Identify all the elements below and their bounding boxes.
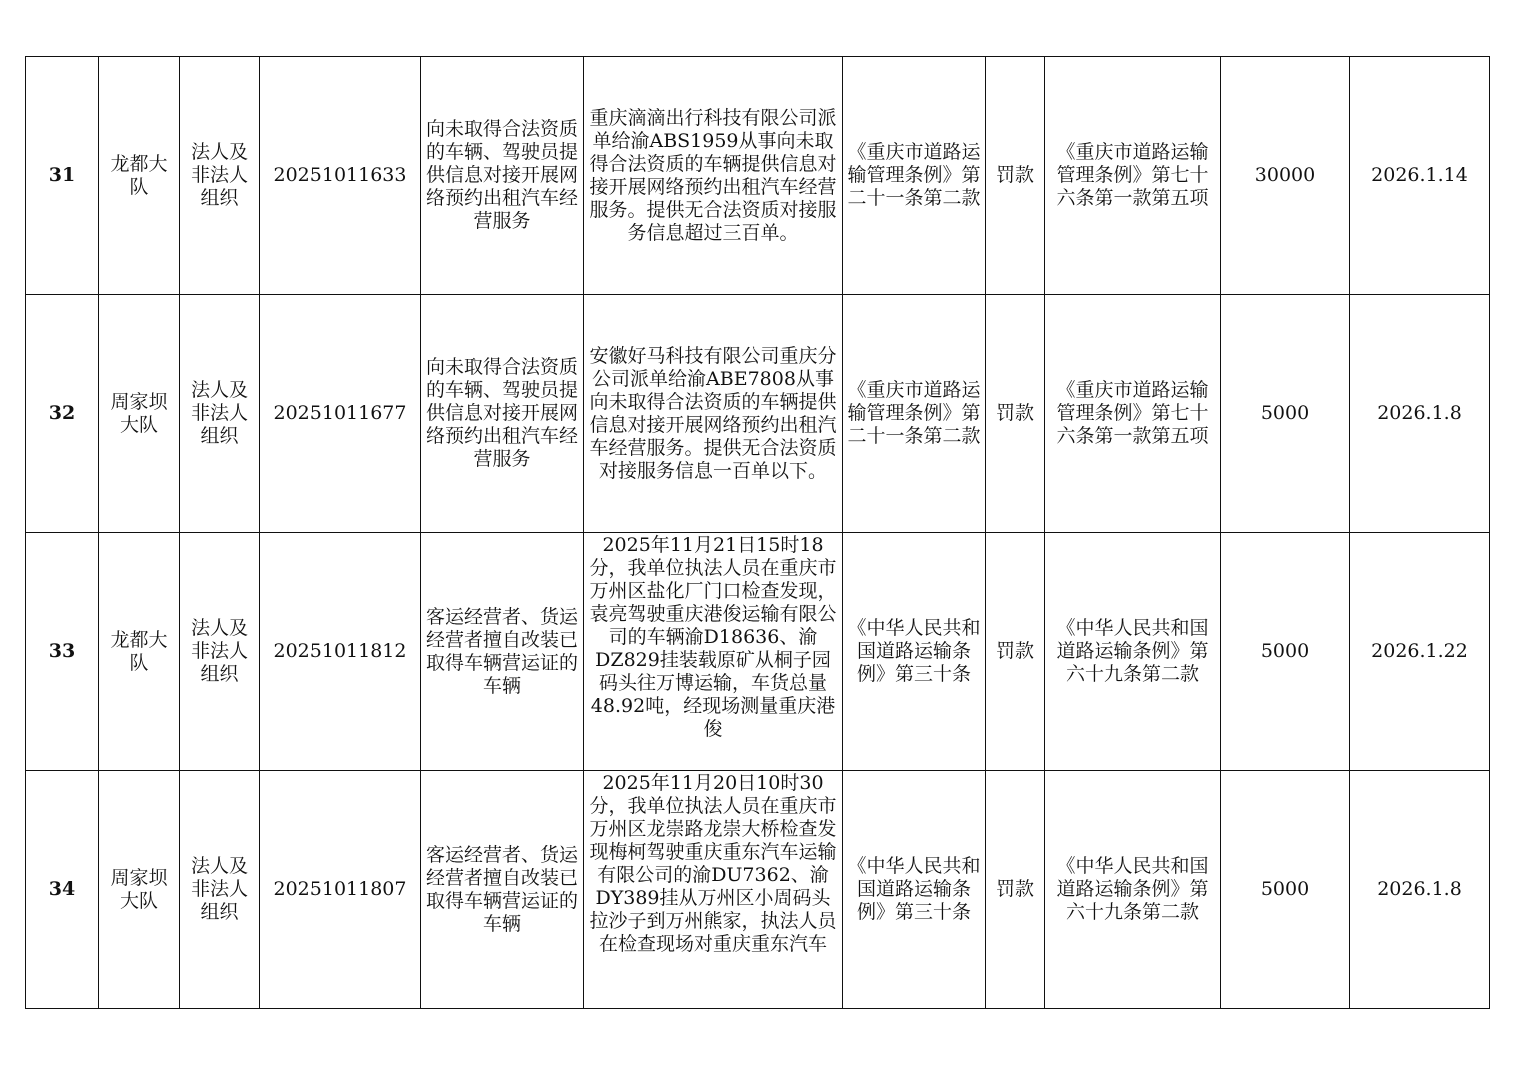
legal-basis-cell: 《重庆市道路运输管理条例》第二十一条第二款: [843, 57, 986, 295]
violation-cell: 客运经营者、货运经营者擅自改装已取得车辆营运证的车辆: [421, 771, 584, 1009]
penalty-type-cell: 罚款: [986, 57, 1045, 295]
legal-basis-cell: 《中华人民共和国道路运输条例》第三十条: [843, 533, 986, 771]
facts-cell: [584, 57, 843, 295]
penalty-table: [25, 56, 1490, 1009]
date-cell: 2026.1.14: [1350, 57, 1490, 295]
row-number: 31: [26, 57, 99, 295]
amount-cell: 5000: [1221, 771, 1350, 1009]
unit-cell: 龙都大队: [99, 533, 180, 771]
unit-cell: 周家坝大队: [99, 295, 180, 533]
facts-cell: [584, 533, 843, 771]
case-number-cell: 20251011677: [260, 295, 421, 533]
table-row: [26, 295, 1490, 533]
amount-cell: 30000: [1221, 57, 1350, 295]
violation-cell: 客运经营者、货运经营者擅自改装已取得车辆营运证的车辆: [421, 533, 584, 771]
date-cell: 2026.1.22: [1350, 533, 1490, 771]
party-type-cell: 法人及非法人组织: [180, 771, 260, 1009]
amount-cell: 5000: [1221, 295, 1350, 533]
party-type-cell: 法人及非法人组织: [180, 295, 260, 533]
unit-cell: 周家坝大队: [99, 771, 180, 1009]
legal-basis-cell: 《重庆市道路运输管理条例》第二十一条第二款: [843, 295, 986, 533]
case-number-cell: 20251011633: [260, 57, 421, 295]
violation-cell: 向未取得合法资质的车辆、驾驶员提供信息对接开展网络预约出租汽车经营服务: [421, 57, 584, 295]
unit-cell: 龙都大队: [99, 57, 180, 295]
penalty-basis-cell: 《重庆市道路运输管理条例》第七十六条第一款第五项: [1045, 57, 1221, 295]
legal-basis-cell: 《中华人民共和国道路运输条例》第三十条: [843, 771, 986, 1009]
date-cell: 2026.1.8: [1350, 771, 1490, 1009]
facts-text: 安徽好马科技有限公司重庆分公司派单给渝ABE7808从事向未取得合法资质的车辆提供信息对接开展网络预约出租汽车经营服务。提供无合法资质对接服务信息一百单以下。: [589, 344, 837, 482]
table-row: [26, 771, 1490, 1009]
penalty-type-cell: 罚款: [986, 533, 1045, 771]
facts-text: 2025年11月20日10时30分，我单位执法人员在重庆市万州区龙崇路龙崇大桥检查发现梅柯驾驶重庆重东汽车运输有限公司的渝DU7362、渝DY389挂从万州区小周码头拉沙子到万州熊家，执法人员在检查现场对重庆重东汽车: [589, 771, 837, 955]
facts-text: 重庆滴滴出行科技有限公司派单给渝ABS1959从事向未取得合法资质的车辆提供信息对接开展网络预约出租汽车经营服务。提供无合法资质对接服务信息超过三百单。: [589, 106, 837, 244]
table-row: [26, 533, 1490, 771]
row-number: 32: [26, 295, 99, 533]
penalty-type-cell: 罚款: [986, 771, 1045, 1009]
table-row: [26, 57, 1490, 295]
penalty-basis-cell: 《中华人民共和国道路运输条例》第六十九条第二款: [1045, 533, 1221, 771]
amount-cell: 5000: [1221, 533, 1350, 771]
party-type-cell: 法人及非法人组织: [180, 57, 260, 295]
penalty-type-cell: 罚款: [986, 295, 1045, 533]
violation-cell: 向未取得合法资质的车辆、驾驶员提供信息对接开展网络预约出租汽车经营服务: [421, 295, 584, 533]
party-type-cell: 法人及非法人组织: [180, 533, 260, 771]
case-number-cell: 20251011807: [260, 771, 421, 1009]
penalty-basis-cell: 《中华人民共和国道路运输条例》第六十九条第二款: [1045, 771, 1221, 1009]
facts-cell: [584, 295, 843, 533]
case-number-cell: 20251011812: [260, 533, 421, 771]
facts-cell: [584, 771, 843, 1009]
row-number: 33: [26, 533, 99, 771]
date-cell: 2026.1.8: [1350, 295, 1490, 533]
penalty-basis-cell: 《重庆市道路运输管理条例》第七十六条第一款第五项: [1045, 295, 1221, 533]
facts-text: 2025年11月21日15时18分，我单位执法人员在重庆市万州区盐化厂门口检查发现，袁亮驾驶重庆港俊运输有限公司的车辆渝D18636、渝DZ829挂装载原矿从桐子园码头往万博运输，车货总量48.92吨，经现场测量重庆港俊: [589, 533, 837, 740]
row-number: 34: [26, 771, 99, 1009]
